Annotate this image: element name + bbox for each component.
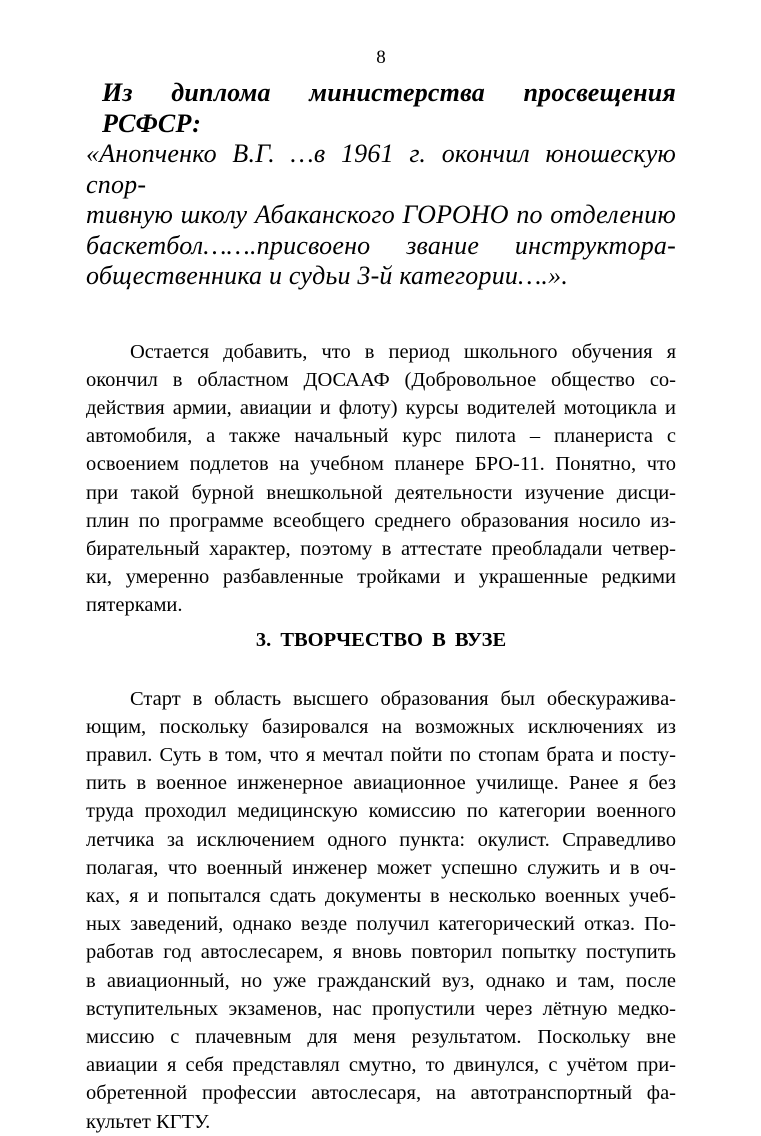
document-page bbox=[86, 46, 676, 1136]
paragraph-line: обретенной профессии автослесаря, на автотранспортный фа- bbox=[86, 1082, 676, 1105]
paragraph-line: ных заведений, однако везде получил категорический отказ. По- bbox=[86, 913, 676, 936]
paragraph-line: Старт в область высшего образования был обескураживa- bbox=[130, 687, 676, 710]
paragraph-line: полагая, что военный инженер может успешно служить и в оч- bbox=[86, 856, 676, 879]
paragraph-line: культет КГТУ. bbox=[86, 1110, 211, 1133]
paragraph-line: миссию с плачевным для меня результатом. Поскольку вне bbox=[86, 1025, 676, 1048]
paragraph-line: пятерками. bbox=[86, 594, 183, 617]
quote-line: «Анопченко В.Г. …в 1961 г. окончил юношескую спор- bbox=[86, 139, 676, 199]
quote-title: Из диплома министерства просвещения РСФСР: bbox=[102, 78, 676, 138]
paragraph-line: автомобиля, а также начальный курс пилота – планериста с bbox=[86, 425, 676, 448]
section-heading: 3. ТВОРЧЕСТВО В ВУЗЕ bbox=[255, 628, 507, 651]
paragraph-school bbox=[86, 338, 676, 620]
paragraph-line: в авиационный, но уже гражданский вуз, однако и там, после bbox=[86, 969, 676, 992]
diploma-quote bbox=[86, 78, 676, 292]
paragraph-line: вступительных экзаменов, нас пропустили через лётную медко- bbox=[86, 997, 676, 1020]
paragraph-line: ки, умеренно разбавленные тройками и украшенные редкими bbox=[86, 566, 676, 589]
quote-line: тивную школу Абаканского ГОРОНО по отделению bbox=[86, 200, 676, 229]
paragraph-line: плин по программе всеобщего среднего образования носило из- bbox=[86, 509, 676, 532]
paragraph-line: работав год автослесарем, я вновь повторил попытку поступить bbox=[86, 941, 676, 964]
paragraph-line: авиации я себя представлял смутно, то двинулся, с учётом при- bbox=[86, 1054, 676, 1077]
paragraph-line: летчика за исключением одного пункта: окулист. Справедливо bbox=[86, 828, 676, 851]
paragraph-line: ющим, поскольку базировался на возможных исключениях из bbox=[86, 715, 676, 738]
paragraph-line: Остается добавить, что в период школьного обучения я bbox=[130, 340, 676, 363]
paragraph-line: труда проходил медицинскую комиссию по категории военного bbox=[86, 800, 676, 823]
page-number: 8 bbox=[376, 47, 386, 68]
paragraph-line: окончил в областном ДОСААФ (Добровольное общество со- bbox=[86, 368, 676, 391]
quote-line: баскетбол…….присвоено звание инструктора- bbox=[86, 230, 676, 260]
paragraph-university bbox=[86, 685, 676, 1136]
paragraph-line: пить в военное инженерное авиационное училище. Ранее я без bbox=[86, 772, 676, 795]
paragraph-line: освоением подлетов на учебном планере БРО-11. Понятно, что bbox=[86, 453, 676, 476]
paragraph-line: ках, я и попытался сдать документы в несколько военных учеб- bbox=[86, 884, 676, 907]
paragraph-line: действия армии, авиации и флоту) курсы водителей мотоцикла и bbox=[86, 396, 676, 419]
quote-line: общественника и судьи 3-й категории….». bbox=[86, 261, 569, 290]
paragraph-line: бирательный характер, поэтому в аттестате преобладали четвер- bbox=[86, 537, 676, 560]
paragraph-line: правил. Суть в том, что я мечтал пойти по стопам брата и посту- bbox=[86, 743, 676, 766]
paragraph-line: при такой бурной внешкольной деятельности изучение дисци- bbox=[86, 481, 676, 504]
